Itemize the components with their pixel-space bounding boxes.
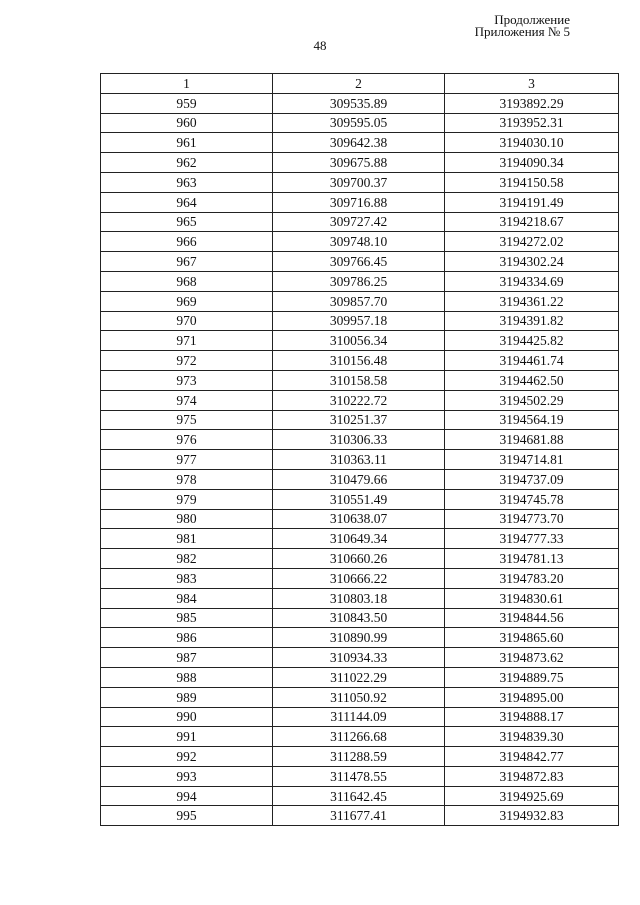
point-number-cell: 964 [101,192,273,212]
x-coordinate-cell: 310666.22 [273,568,445,588]
table-row [101,667,619,687]
table-row [101,271,619,291]
table-row [101,133,619,153]
y-coordinate-cell: 3194839.30 [445,727,619,747]
x-coordinate-cell: 309857.70 [273,291,445,311]
table-row [101,727,619,747]
point-number-cell: 993 [101,766,273,786]
appendix-header [475,14,570,38]
table-row [101,608,619,628]
y-coordinate-cell: 3194773.70 [445,509,619,529]
table-row [101,311,619,331]
y-coordinate-cell: 3194090.34 [445,153,619,173]
x-coordinate-cell: 310660.26 [273,549,445,569]
table-row [101,529,619,549]
table-row [101,628,619,648]
point-number-cell: 986 [101,628,273,648]
y-coordinate-cell: 3194783.20 [445,568,619,588]
page-number: 48 [313,38,327,53]
y-coordinate-cell: 3194873.62 [445,648,619,668]
point-number-cell: 969 [101,291,273,311]
x-coordinate-cell: 309595.05 [273,113,445,133]
y-coordinate-cell: 3194745.78 [445,489,619,509]
table-row [101,370,619,390]
y-coordinate-cell: 3193952.31 [445,113,619,133]
x-coordinate-cell: 309957.18 [273,311,445,331]
table-row [101,489,619,509]
table-row [101,291,619,311]
y-coordinate-cell: 3194564.19 [445,410,619,430]
table-header-row [101,74,619,94]
x-coordinate-cell: 311050.92 [273,687,445,707]
x-coordinate-cell: 310934.33 [273,648,445,668]
table-row [101,351,619,371]
y-coordinate-cell: 3194462.50 [445,370,619,390]
x-coordinate-cell: 309716.88 [273,192,445,212]
x-coordinate-cell: 309727.42 [273,212,445,232]
table-row [101,390,619,410]
y-coordinate-cell: 3194150.58 [445,172,619,192]
x-coordinate-cell: 310890.99 [273,628,445,648]
table-row [101,192,619,212]
x-coordinate-cell: 310363.11 [273,450,445,470]
table-row [101,410,619,430]
y-coordinate-cell: 3194302.24 [445,252,619,272]
appendix-header-line1: Продолжение [494,12,570,27]
point-number-cell: 967 [101,252,273,272]
table-row [101,153,619,173]
column-header: 1 [101,74,273,94]
x-coordinate-cell: 309700.37 [273,172,445,192]
table-row [101,549,619,569]
x-coordinate-cell: 310158.58 [273,370,445,390]
point-number-cell: 984 [101,588,273,608]
appendix-header-line2: Приложения № 5 [474,24,570,39]
x-coordinate-cell: 309675.88 [273,153,445,173]
point-number-cell: 975 [101,410,273,430]
y-coordinate-cell: 3194272.02 [445,232,619,252]
x-coordinate-cell: 310843.50 [273,608,445,628]
point-number-cell: 963 [101,172,273,192]
x-coordinate-cell: 310222.72 [273,390,445,410]
point-number-cell: 970 [101,311,273,331]
point-number-cell: 992 [101,747,273,767]
x-coordinate-cell: 310306.33 [273,430,445,450]
y-coordinate-cell: 3194777.33 [445,529,619,549]
point-number-cell: 976 [101,430,273,450]
x-coordinate-cell: 310638.07 [273,509,445,529]
y-coordinate-cell: 3194425.82 [445,331,619,351]
y-coordinate-cell: 3194334.69 [445,271,619,291]
point-number-cell: 960 [101,113,273,133]
y-coordinate-cell: 3194925.69 [445,786,619,806]
point-number-cell: 962 [101,153,273,173]
x-coordinate-cell: 310056.34 [273,331,445,351]
x-coordinate-cell: 311642.45 [273,786,445,806]
x-coordinate-cell: 310649.34 [273,529,445,549]
point-number-cell: 961 [101,133,273,153]
x-coordinate-cell: 309766.45 [273,252,445,272]
y-coordinate-cell: 3194361.22 [445,291,619,311]
x-coordinate-cell: 311677.41 [273,806,445,826]
y-coordinate-cell: 3194737.09 [445,469,619,489]
table-row [101,568,619,588]
x-coordinate-cell: 309748.10 [273,232,445,252]
point-number-cell: 968 [101,271,273,291]
x-coordinate-cell: 311144.09 [273,707,445,727]
point-number-cell: 966 [101,232,273,252]
y-coordinate-cell: 3194888.17 [445,707,619,727]
x-coordinate-cell: 311022.29 [273,667,445,687]
point-number-cell: 994 [101,786,273,806]
table-row [101,687,619,707]
point-number-cell: 995 [101,806,273,826]
point-number-cell: 981 [101,529,273,549]
table-row [101,331,619,351]
point-number-cell: 982 [101,549,273,569]
y-coordinate-cell: 3194218.67 [445,212,619,232]
point-number-cell: 974 [101,390,273,410]
point-number-cell: 965 [101,212,273,232]
point-number-cell: 987 [101,648,273,668]
x-coordinate-cell: 311478.55 [273,766,445,786]
point-number-cell: 989 [101,687,273,707]
table-row [101,113,619,133]
table-row [101,430,619,450]
y-coordinate-cell: 3194191.49 [445,192,619,212]
point-number-cell: 973 [101,370,273,390]
x-coordinate-cell: 310479.66 [273,469,445,489]
y-coordinate-cell: 3194391.82 [445,311,619,331]
table-row [101,252,619,272]
x-coordinate-cell: 310156.48 [273,351,445,371]
table-row [101,93,619,113]
point-number-cell: 972 [101,351,273,371]
point-number-cell: 978 [101,469,273,489]
column-header: 2 [273,74,445,94]
point-number-cell: 977 [101,450,273,470]
point-number-cell: 988 [101,667,273,687]
coordinates-table [100,73,619,826]
table-body [101,74,619,826]
y-coordinate-cell: 3194889.75 [445,667,619,687]
point-number-cell: 979 [101,489,273,509]
x-coordinate-cell: 310803.18 [273,588,445,608]
table-row [101,786,619,806]
point-number-cell: 971 [101,331,273,351]
y-coordinate-cell: 3194681.88 [445,430,619,450]
table-row [101,232,619,252]
table-row [101,707,619,727]
x-coordinate-cell: 311288.59 [273,747,445,767]
y-coordinate-cell: 3194502.29 [445,390,619,410]
y-coordinate-cell: 3194842.77 [445,747,619,767]
table-row [101,648,619,668]
x-coordinate-cell: 310551.49 [273,489,445,509]
y-coordinate-cell: 3194461.74 [445,351,619,371]
table-row [101,747,619,767]
y-coordinate-cell: 3194781.13 [445,549,619,569]
y-coordinate-cell: 3194844.56 [445,608,619,628]
point-number-cell: 959 [101,93,273,113]
column-header: 3 [445,74,619,94]
table-row [101,172,619,192]
y-coordinate-cell: 3194830.61 [445,588,619,608]
y-coordinate-cell: 3194895.00 [445,687,619,707]
x-coordinate-cell: 309642.38 [273,133,445,153]
table-row [101,806,619,826]
table-row [101,509,619,529]
y-coordinate-cell: 3194932.83 [445,806,619,826]
table-row [101,212,619,232]
y-coordinate-cell: 3194865.60 [445,628,619,648]
point-number-cell: 980 [101,509,273,529]
y-coordinate-cell: 3194872.83 [445,766,619,786]
point-number-cell: 991 [101,727,273,747]
x-coordinate-cell: 310251.37 [273,410,445,430]
x-coordinate-cell: 309786.25 [273,271,445,291]
table-row [101,766,619,786]
point-number-cell: 990 [101,707,273,727]
point-number-cell: 983 [101,568,273,588]
point-number-cell: 985 [101,608,273,628]
x-coordinate-cell: 311266.68 [273,727,445,747]
x-coordinate-cell: 309535.89 [273,93,445,113]
table-row [101,469,619,489]
y-coordinate-cell: 3194030.10 [445,133,619,153]
y-coordinate-cell: 3193892.29 [445,93,619,113]
table-row [101,450,619,470]
table-row [101,588,619,608]
y-coordinate-cell: 3194714.81 [445,450,619,470]
